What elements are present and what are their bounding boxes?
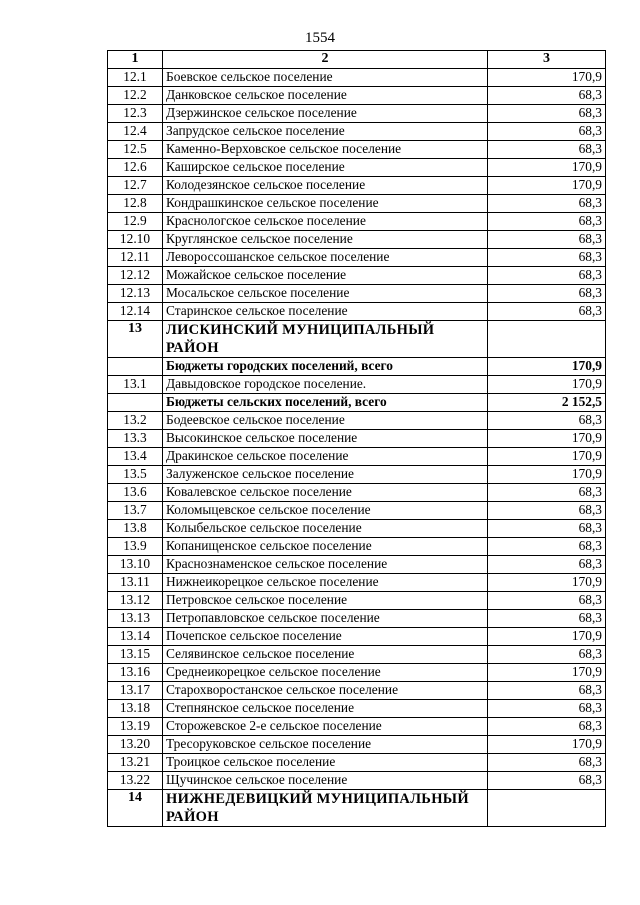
row-number: 13.6: [108, 484, 163, 502]
row-value: [488, 321, 606, 358]
table-row: [108, 87, 606, 105]
row-number: 13.4: [108, 448, 163, 466]
column-header-2: 2: [163, 51, 488, 69]
row-name: Залуженское сельское поселение: [163, 466, 488, 484]
row-value: 68,3: [488, 123, 606, 141]
row-value: 68,3: [488, 412, 606, 430]
row-value: 68,3: [488, 249, 606, 267]
table-row: [108, 195, 606, 213]
table-row: [108, 610, 606, 628]
table-row: [108, 249, 606, 267]
row-value: 68,3: [488, 231, 606, 249]
row-value: 68,3: [488, 646, 606, 664]
table-row: [108, 556, 606, 574]
row-value: 170,9: [488, 376, 606, 394]
budget-table: [107, 50, 606, 827]
table-row: [108, 69, 606, 87]
row-value: 68,3: [488, 682, 606, 700]
row-name: Дзержинское сельское поселение: [163, 105, 488, 123]
row-value: 68,3: [488, 484, 606, 502]
page-number: 1554: [305, 30, 335, 46]
row-number: 12.5: [108, 141, 163, 159]
row-name: Старохворостанское сельское поселение: [163, 682, 488, 700]
row-name: Краснологское сельское поселение: [163, 213, 488, 231]
row-value: 68,3: [488, 538, 606, 556]
row-value: 170,9: [488, 358, 606, 376]
row-number: 14: [108, 790, 163, 827]
row-value: 68,3: [488, 303, 606, 321]
row-value: 68,3: [488, 556, 606, 574]
row-name: Мосальское сельское поселение: [163, 285, 488, 303]
row-name: Копанищенское сельское поселение: [163, 538, 488, 556]
table-row: [108, 574, 606, 592]
row-value: 68,3: [488, 700, 606, 718]
row-name: Давыдовское городское поселение.: [163, 376, 488, 394]
table-row: [108, 718, 606, 736]
row-number: [108, 358, 163, 376]
row-number: 12.6: [108, 159, 163, 177]
table-row: [108, 123, 606, 141]
budget-table-body: [108, 51, 606, 827]
row-name: Старинское сельское поселение: [163, 303, 488, 321]
row-name: ЛИСКИНСКИЙ МУНИЦИПАЛЬНЫЙ РАЙОН: [163, 321, 488, 358]
row-value: 68,3: [488, 592, 606, 610]
row-number: 13.18: [108, 700, 163, 718]
row-number: 12.1: [108, 69, 163, 87]
row-number: 13.13: [108, 610, 163, 628]
row-name: Степнянское сельское поселение: [163, 700, 488, 718]
table-row: [108, 412, 606, 430]
table-header-row: [108, 51, 606, 69]
table-row: [108, 213, 606, 231]
table-row: [108, 628, 606, 646]
row-number: 13.3: [108, 430, 163, 448]
row-number: 13.10: [108, 556, 163, 574]
row-number: 13.21: [108, 754, 163, 772]
row-value: 68,3: [488, 520, 606, 538]
table-row: [108, 700, 606, 718]
table-row: [108, 159, 606, 177]
row-value: 68,3: [488, 285, 606, 303]
row-number: 13.11: [108, 574, 163, 592]
row-name: Краснознаменское сельское поселение: [163, 556, 488, 574]
row-number: 13.20: [108, 736, 163, 754]
row-value: 68,3: [488, 195, 606, 213]
row-name: Круглянское сельское поселение: [163, 231, 488, 249]
row-value: 68,3: [488, 267, 606, 285]
row-value: 68,3: [488, 213, 606, 231]
row-value: 2 152,5: [488, 394, 606, 412]
row-name: Бюджеты городских поселений, всего: [163, 358, 488, 376]
row-number: [108, 394, 163, 412]
subtotal-row: [108, 394, 606, 412]
row-number: 12.3: [108, 105, 163, 123]
table-row: [108, 448, 606, 466]
row-name: Тресоруковское сельское поселение: [163, 736, 488, 754]
row-number: 12.12: [108, 267, 163, 285]
row-value: 68,3: [488, 105, 606, 123]
row-value: 170,9: [488, 430, 606, 448]
row-number: 13.15: [108, 646, 163, 664]
table-row: [108, 105, 606, 123]
row-name: Почепское сельское поселение: [163, 628, 488, 646]
table-row: [108, 430, 606, 448]
row-name: Высокинское сельское поселение: [163, 430, 488, 448]
row-name: Петропавловское сельское поселение: [163, 610, 488, 628]
row-name: Колыбельское сельское поселение: [163, 520, 488, 538]
row-name: Бюджеты сельских поселений, всего: [163, 394, 488, 412]
row-value: 68,3: [488, 87, 606, 105]
table-row: [108, 376, 606, 394]
table-row: [108, 231, 606, 249]
district-row: [108, 790, 606, 827]
row-name: Петровское сельское поселение: [163, 592, 488, 610]
row-name: Каменно-Верховское сельское поселение: [163, 141, 488, 159]
table-row: [108, 520, 606, 538]
table-row: [108, 538, 606, 556]
row-number: 12.2: [108, 87, 163, 105]
row-value: 68,3: [488, 141, 606, 159]
row-number: 12.9: [108, 213, 163, 231]
row-value: 68,3: [488, 754, 606, 772]
table-row: [108, 682, 606, 700]
row-number: 13.12: [108, 592, 163, 610]
row-number: 13.9: [108, 538, 163, 556]
row-number: 12.10: [108, 231, 163, 249]
row-name: Можайское сельское поселение: [163, 267, 488, 285]
row-value: 170,9: [488, 159, 606, 177]
row-name: Бодеевское сельское поселение: [163, 412, 488, 430]
row-name: Троицкое сельское поселение: [163, 754, 488, 772]
row-value: 170,9: [488, 177, 606, 195]
table-row: [108, 267, 606, 285]
row-name: Селявинское сельское поселение: [163, 646, 488, 664]
table-row: [108, 484, 606, 502]
row-name: Дракинское сельское поселение: [163, 448, 488, 466]
row-name: Сторожевское 2-е сельское поселение: [163, 718, 488, 736]
row-number: 13.8: [108, 520, 163, 538]
row-number: 13.16: [108, 664, 163, 682]
row-number: 13.1: [108, 376, 163, 394]
row-name: Данковское сельское поселение: [163, 87, 488, 105]
row-number: 13.14: [108, 628, 163, 646]
row-number: 13: [108, 321, 163, 358]
row-value: 170,9: [488, 664, 606, 682]
district-row: [108, 321, 606, 358]
row-name: НИЖНЕДЕВИЦКИЙ МУНИЦИПАЛЬНЫЙ РАЙОН: [163, 790, 488, 827]
row-name: Боевское сельское поселение: [163, 69, 488, 87]
row-name: Нижнеикорецкое сельское поселение: [163, 574, 488, 592]
row-name: Колодезянское сельское поселение: [163, 177, 488, 195]
row-value: 170,9: [488, 448, 606, 466]
row-number: 12.8: [108, 195, 163, 213]
table-row: [108, 754, 606, 772]
row-name: Каширское сельское поселение: [163, 159, 488, 177]
row-value: 68,3: [488, 772, 606, 790]
row-number: 13.7: [108, 502, 163, 520]
table-row: [108, 772, 606, 790]
row-number: 12.4: [108, 123, 163, 141]
table-row: [108, 664, 606, 682]
row-number: 12.7: [108, 177, 163, 195]
row-value: 68,3: [488, 610, 606, 628]
row-number: 13.19: [108, 718, 163, 736]
row-name: Ковалевское сельское поселение: [163, 484, 488, 502]
row-value: 68,3: [488, 502, 606, 520]
row-name: Коломыцевское сельское поселение: [163, 502, 488, 520]
table-row: [108, 303, 606, 321]
row-name: Запрудское сельское поселение: [163, 123, 488, 141]
row-value: 170,9: [488, 466, 606, 484]
row-value: 170,9: [488, 574, 606, 592]
column-header-1: 1: [108, 51, 163, 69]
table-row: [108, 502, 606, 520]
table-row: [108, 177, 606, 195]
table-row: [108, 466, 606, 484]
row-value: 170,9: [488, 628, 606, 646]
row-name: Левороссошанское сельское поселение: [163, 249, 488, 267]
table-row: [108, 736, 606, 754]
table-row: [108, 141, 606, 159]
row-number: 12.14: [108, 303, 163, 321]
row-value: 170,9: [488, 69, 606, 87]
table-row: [108, 646, 606, 664]
table-row: [108, 592, 606, 610]
row-name: Кондрашкинское сельское поселение: [163, 195, 488, 213]
row-number: 12.11: [108, 249, 163, 267]
row-name: Щучинское сельское поселение: [163, 772, 488, 790]
column-header-3: 3: [488, 51, 606, 69]
row-number: 12.13: [108, 285, 163, 303]
row-value: 68,3: [488, 718, 606, 736]
row-name: Среднеикорецкое сельское поселение: [163, 664, 488, 682]
row-number: 13.2: [108, 412, 163, 430]
table-row: [108, 285, 606, 303]
subtotal-row: [108, 358, 606, 376]
row-number: 13.17: [108, 682, 163, 700]
row-value: [488, 790, 606, 827]
row-number: 13.5: [108, 466, 163, 484]
row-value: 170,9: [488, 736, 606, 754]
row-number: 13.22: [108, 772, 163, 790]
